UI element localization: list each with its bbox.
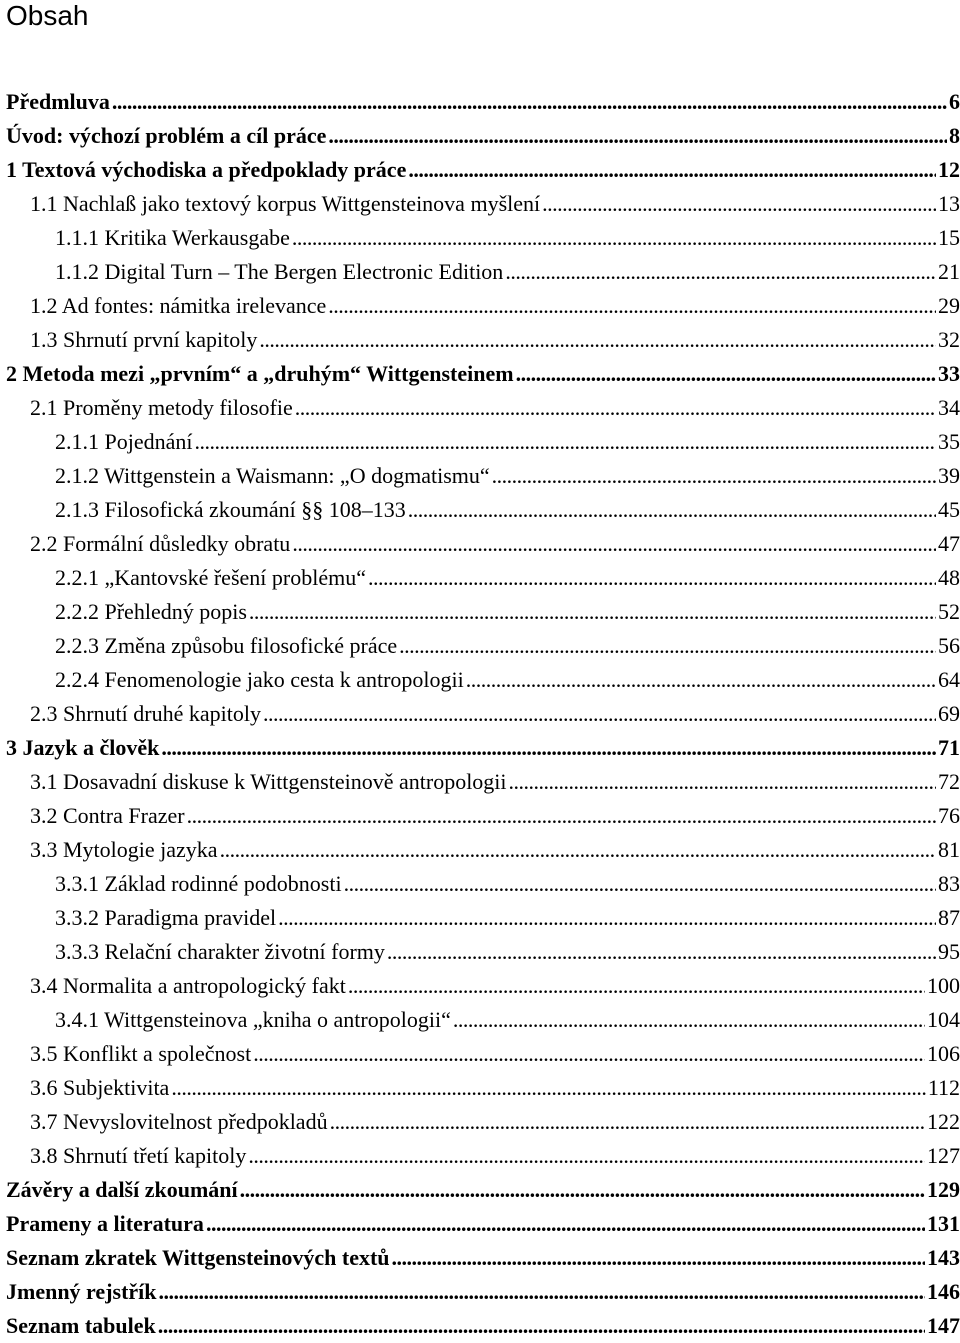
toc-entry[interactable]	[0, 357, 960, 391]
toc-entry-page: 100	[927, 973, 960, 998]
toc-entry-label: 2.3 Shrnutí druhé kapitoly	[30, 701, 261, 726]
dot-leader	[492, 463, 936, 489]
toc-entry[interactable]	[0, 153, 960, 187]
toc-entry-page: 48	[938, 565, 960, 590]
toc-entry[interactable]	[0, 527, 960, 561]
toc-entry-page: 95	[938, 939, 960, 964]
toc-entry-page: 6	[949, 89, 960, 114]
toc-entry-page: 8	[949, 123, 960, 148]
toc-entry-page: 21	[938, 259, 960, 284]
toc-entry[interactable]	[0, 1003, 960, 1037]
toc-entry-page: 129	[927, 1177, 960, 1202]
toc-entry-page: 32	[938, 327, 960, 352]
dot-leader	[328, 123, 947, 149]
toc-entry-label: 3 Jazyk a člověk	[6, 735, 160, 760]
toc-entry-page: 83	[938, 871, 960, 896]
toc-entry-label: 2.2 Formální důsledky obratu	[30, 531, 291, 556]
toc-entry-page: 56	[938, 633, 960, 658]
toc-entry-page: 69	[938, 701, 960, 726]
toc-entry-label: Jmenný rejstřík	[6, 1279, 157, 1304]
toc-entry[interactable]	[0, 1071, 960, 1105]
page-title: Obsah	[6, 0, 89, 31]
dot-leader	[278, 905, 936, 931]
toc-entry[interactable]	[0, 867, 960, 901]
dot-leader	[466, 667, 936, 693]
toc-entry[interactable]	[0, 765, 960, 799]
toc-entry-label: 1 Textová východiska a předpoklady práce	[6, 157, 407, 182]
toc-entry-label: Úvod: výchozí problém a cíl práce	[6, 123, 327, 148]
toc-entry-page: 143	[927, 1245, 960, 1270]
toc-entry[interactable]	[0, 833, 960, 867]
toc-entry-page: 104	[927, 1007, 960, 1032]
toc-entry-label: 2.2.2 Přehledný popis	[55, 599, 247, 624]
table-of-contents	[0, 85, 960, 1343]
toc-entry[interactable]	[0, 1207, 960, 1241]
toc-entry-label: 3.1 Dosavadní diskuse k Wittgensteinově antropologii	[30, 769, 507, 794]
toc-entry-label: 1.1.2 Digital Turn – The Bergen Electronic Edition	[55, 259, 504, 284]
toc-entry[interactable]	[0, 221, 960, 255]
toc-entry-label: 3.5 Konflikt a společnost	[30, 1041, 252, 1066]
toc-entry[interactable]	[0, 493, 960, 527]
dot-leader	[195, 429, 937, 455]
toc-entry[interactable]	[0, 697, 960, 731]
toc-entry-page: 71	[938, 735, 960, 760]
toc-entry-page: 131	[927, 1211, 960, 1236]
dot-leader	[453, 1007, 925, 1033]
dot-leader	[516, 361, 936, 387]
toc-entry-label: 3.3.2 Paradigma pravidel	[55, 905, 277, 930]
toc-entry[interactable]	[0, 901, 960, 935]
toc-entry-page: 87	[938, 905, 960, 930]
toc-entry-page: 45	[938, 497, 960, 522]
toc-entry-label: 2.1 Proměny metody filosofie	[30, 395, 293, 420]
toc-entry-page: 122	[927, 1109, 960, 1134]
dot-leader	[328, 293, 936, 319]
toc-entry-label: 2.1.2 Wittgenstein a Waismann: „O dogmatismu“	[55, 463, 490, 488]
dot-leader	[112, 89, 947, 115]
toc-entry-label: 3.3 Mytologie jazyka	[30, 837, 218, 862]
toc-entry-page: 106	[927, 1041, 960, 1066]
dot-leader	[408, 157, 936, 183]
toc-entry-page: 13	[938, 191, 960, 216]
toc-entry-label: 1.3 Shrnutí první kapitoly	[30, 327, 258, 352]
toc-entry-label: 2.1.1 Pojednání	[55, 429, 193, 454]
toc-entry-page: 35	[938, 429, 960, 454]
dot-leader	[348, 973, 925, 999]
toc-entry-label: Závěry a další zkoumání	[6, 1177, 238, 1202]
toc-entry[interactable]	[0, 1105, 960, 1139]
toc-entry-page: 47	[938, 531, 960, 556]
toc-entry-label: Seznam zkratek Wittgensteinových textů	[6, 1245, 390, 1270]
dot-leader	[159, 1279, 925, 1305]
toc-entry-label: 3.2 Contra Frazer	[30, 803, 185, 828]
dot-leader	[292, 531, 936, 557]
toc-entry[interactable]	[0, 323, 960, 357]
toc-entry-page: 81	[938, 837, 960, 862]
toc-entry-label: 3.8 Shrnutí třetí kapitoly	[30, 1143, 247, 1168]
dot-leader	[161, 735, 936, 761]
toc-entry-label: 3.6 Subjektivita	[30, 1075, 170, 1100]
toc-entry-label: 1.2 Ad fontes: námitka irelevance	[30, 293, 327, 318]
dot-leader	[206, 1211, 925, 1237]
toc-entry-label: 3.3.3 Relační charakter životní formy	[55, 939, 385, 964]
toc-entry[interactable]	[0, 459, 960, 493]
toc-entry[interactable]	[0, 1275, 960, 1309]
dot-leader	[187, 803, 936, 829]
toc-entry-label: 2.2.4 Fenomenologie jako cesta k antropologii	[55, 667, 464, 692]
dot-leader	[249, 599, 936, 625]
dot-leader	[259, 327, 936, 353]
dot-leader	[344, 871, 936, 897]
toc-entry[interactable]	[0, 119, 960, 153]
toc-entry-label: 1.1 Nachlaß jako textový korpus Wittgensteinova myšlení	[30, 191, 541, 216]
toc-entry-page: 64	[938, 667, 960, 692]
toc-entry[interactable]	[0, 391, 960, 425]
toc-entry[interactable]	[0, 255, 960, 289]
toc-entry[interactable]	[0, 969, 960, 1003]
toc-entry[interactable]	[0, 595, 960, 629]
toc-entry-page: 29	[938, 293, 960, 318]
dot-leader	[253, 1041, 925, 1067]
toc-entry[interactable]	[0, 85, 960, 119]
dot-leader	[408, 497, 936, 523]
toc-entry-page: 112	[927, 1075, 960, 1100]
dot-leader	[171, 1075, 925, 1101]
toc-entry-label: Prameny a literatura	[6, 1211, 204, 1236]
toc-entry-page: 146	[927, 1279, 960, 1304]
toc-entry[interactable]	[0, 935, 960, 969]
toc-entry-label: 3.3.1 Základ rodinné podobnosti	[55, 871, 342, 896]
toc-entry[interactable]	[0, 1309, 960, 1343]
toc-entry[interactable]	[0, 1173, 960, 1207]
toc-entry-page: 33	[938, 361, 960, 386]
toc-entry-label: Předmluva	[6, 89, 110, 114]
toc-entry[interactable]	[0, 731, 960, 765]
toc-entry-page: 15	[938, 225, 960, 250]
toc-entry-label: 1.1.1 Kritika Werkausgabe	[55, 225, 290, 250]
dot-leader	[399, 633, 936, 659]
toc-entry-page: 76	[938, 803, 960, 828]
toc-entry-label: 2 Metoda mezi „prvním“ a „druhým“ Wittgensteinem	[6, 361, 514, 386]
dot-leader	[330, 1109, 925, 1135]
toc-entry[interactable]	[0, 1139, 960, 1173]
toc-entry[interactable]	[0, 1241, 960, 1275]
dot-leader	[295, 395, 936, 421]
toc-entry-page: 52	[938, 599, 960, 624]
toc-entry[interactable]	[0, 799, 960, 833]
dot-leader	[292, 225, 936, 251]
toc-entry[interactable]	[0, 629, 960, 663]
dot-leader	[509, 769, 936, 795]
toc-entry-label: 3.4 Normalita a antropologický fakt	[30, 973, 346, 998]
toc-entry-page: 147	[927, 1313, 960, 1338]
dot-leader	[263, 701, 936, 727]
toc-entry[interactable]	[0, 1037, 960, 1071]
dot-leader	[158, 1313, 925, 1339]
toc-entry[interactable]	[0, 289, 960, 323]
toc-entry-label: 2.1.3 Filosofická zkoumání §§ 108–133	[55, 497, 406, 522]
dot-leader	[248, 1143, 925, 1169]
dot-leader	[387, 939, 936, 965]
dot-leader	[240, 1177, 925, 1203]
dot-leader	[392, 1245, 925, 1271]
toc-entry-page: 34	[938, 395, 960, 420]
toc-entry-label: 2.2.3 Změna způsobu filosofické práce	[55, 633, 398, 658]
toc-entry-page: 72	[938, 769, 960, 794]
toc-entry-label: 3.4.1 Wittgensteinova „kniha o antropologii“	[55, 1007, 451, 1032]
dot-leader	[542, 191, 936, 217]
toc-entry-label: 3.7 Nevyslovitelnost předpokladů	[30, 1109, 328, 1134]
toc-entry[interactable]	[0, 663, 960, 697]
dot-leader	[368, 565, 936, 591]
dot-leader	[505, 259, 936, 285]
toc-entry-label: Seznam tabulek	[6, 1313, 156, 1338]
toc-entry-page: 12	[938, 157, 960, 182]
toc-entry-page: 127	[927, 1143, 960, 1168]
toc-entry[interactable]	[0, 425, 960, 459]
toc-entry[interactable]	[0, 561, 960, 595]
toc-entry-page: 39	[938, 463, 960, 488]
toc-entry[interactable]	[0, 187, 960, 221]
toc-entry-label: 2.2.1 „Kantovské řešení problému“	[55, 565, 366, 590]
dot-leader	[220, 837, 936, 863]
